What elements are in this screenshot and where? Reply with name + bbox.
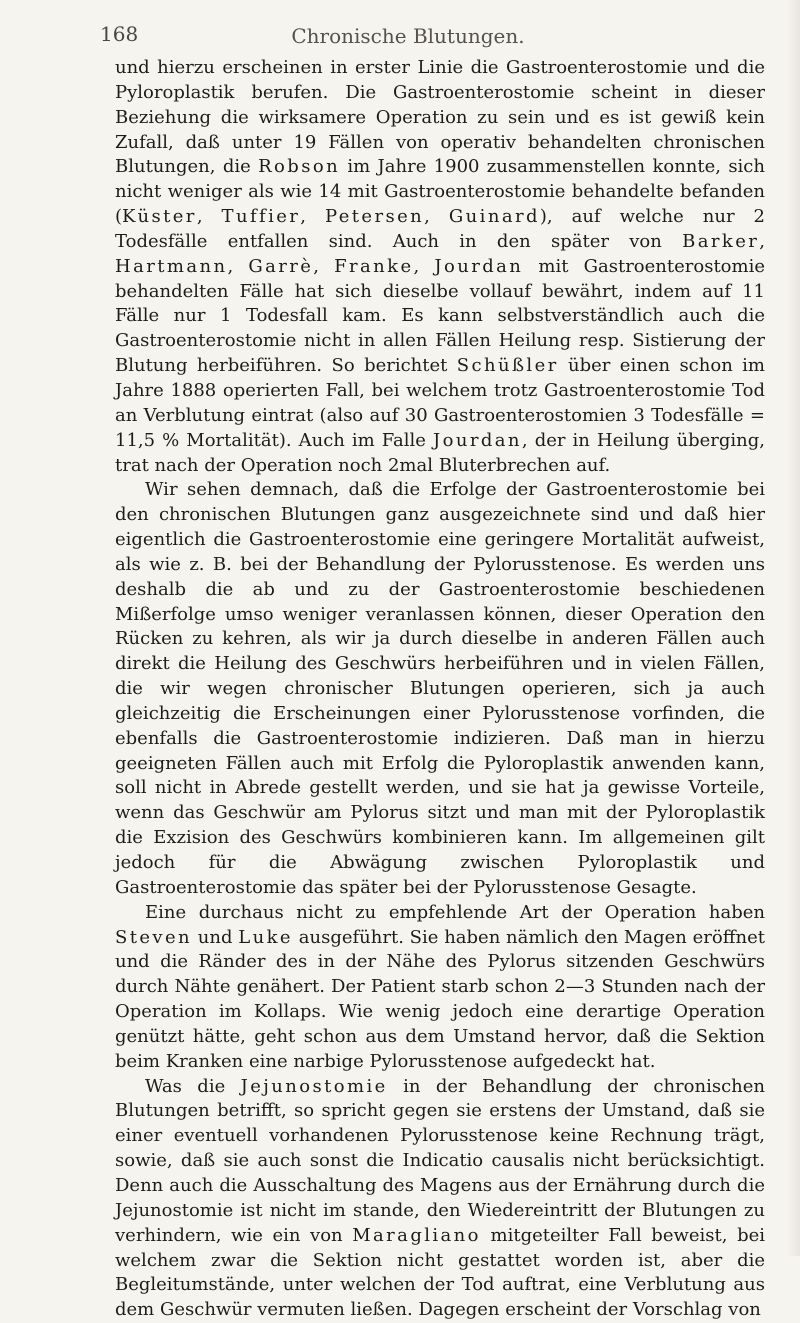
- spaced-name: Jourdan: [434, 255, 524, 277]
- spaced-name: Steven: [115, 926, 193, 948]
- spaced-name: Garrè: [248, 255, 314, 277]
- spaced-name: Jourdan: [433, 429, 522, 451]
- paragraph-2: Wir sehen demnach, daß die Erfolge der Gastroenterostomie bei den chronischen Blutungen ganz ausgezeichnete sind und daß hier eigentlich die Gastroenterostomie eine geringere Mortalität aufweist, als wie z. B. bei der Behandlung der Pylorusstenose. Es werden uns deshalb die ab und zu der Gastroenterostomie beschiedenen Mißerfolge umso weniger veranlassen können, dieser Operation den Rücken zu kehren, als wir ja durch dieselbe in anderen Fällen auch direkt die Heilung des Geschwürs herbeiführen und in vielen Fällen, die wir wegen chronischer Blutungen operieren, sich ja auch gleichzeitig die Erscheinungen einer Pylorusstenose vorfinden, die ebenfalls die Gastroenterostomie indizieren. Daß man in hierzu geeigneten Fällen auch mit Erfolg die Pyloroplastik anwenden kann, soll nicht in Abrede gestellt werden, und sie hat ja gewisse Vorteile, wenn das Geschwür am Pylorus sitzt und man mit der Pyloroplastik die Exzision des Geschwürs kombinieren kann. Im allgemeinen gilt jedoch für die Abwägung zwischen Pyloroplastik und Gastroenterostomie das später bei der Pylorusstenose Gesagte.: [115, 479, 765, 898]
- spaced-name: Luke: [238, 926, 293, 948]
- spaced-name: Maragliano: [352, 1224, 481, 1246]
- spaced-name: Schüßler: [456, 355, 559, 377]
- paragraph-3: Eine durchaus nicht zu empfehlende Art der Operation haben Steven und Luke ausgeführt. Sie haben nämlich den Magen eröffnet und die Ränder des in der Nähe des Pylorus sitzenden Geschwürs durch Nähte genähert. Der Patient starb schon 2—3 Stunden nach der Operation im Kollaps. Wie wenig jedoch eine derartige Operation genützt hätte, geht schon aus dem Umstand hervor, daß die Sektion beim Kranken eine narbige Pylorusstenose aufgedeckt hat.: [115, 901, 765, 1072]
- body-text: [115, 56, 765, 1323]
- spaced-name: Robson: [258, 156, 341, 178]
- spaced-name: Guinard: [448, 206, 540, 228]
- page-edge-shadow: [786, 0, 800, 1256]
- spaced-name: Tuffier: [221, 206, 301, 228]
- spaced-name: Petersen: [325, 206, 425, 228]
- paragraph-4: Was die Jejunostomie in der Behandlung der chronischen Blutungen betrifft, so spricht gegen sie erstens der Umstand, daß sie einer eventuell vorhandenen Pylorusstenose keine Rechnung trägt, sowie, daß sie auch sonst die Indicatio causalis nicht berücksichtigt. Denn auch die Ausschaltung des Magens aus der Ernährung durch die Jejunostomie ist nicht im stande, den Wiedereintritt der Blutungen zu verhindern, wie ein von Maragliano mitgeteilter Fall beweist, bei welchem zwar die Sektion nicht gestattet worden ist, aber die Begleitumstände, unter welchen der Tod auftrat, eine Verblutung aus dem Geschwür vermuten ließen. Dagegen erscheint der Vorschlag von: [115, 1075, 766, 1321]
- spaced-name: Küster: [122, 206, 197, 228]
- paragraph-1: und hierzu erscheinen in erster Linie die Gastroenterostomie und die Pyloroplastik berufen. Die Gastroenterostomie scheint in dieser Beziehung die wirksamere Operation zu sein und es ist gewiß kein Zufall, daß unter 19 Fällen von operativ behandelten chronischen Blutungen, die Robson im Jahre 1900 zusammenstellen konnte, sich nicht weniger als wie 14 mit Gastroenterostomie behandelte befanden (Küster, Tuffier, Petersen, Guinard), auf welche nur 2 Todesfälle entfallen sind. Auch in den später von Barker, Hartmann, Garrè, Franke, Jourdan mit Gastroenterostomie behandelten Fälle hat sich dieselbe vollauf bewährt, indem auf 11 Fälle nur 1 Todesfall kam. Es kann selbstverständlich auch die Gastroenterostomie nicht in allen Fällen Heilung resp. Sistierung der Blutung herbeiführen. So berichtet Schüßler über einen schon im Jahre 1888 operierten Fall, bei welchem trotz Gastroenterostomie Tod an Verblutung eintrat (also auf 30 Gastroenterostomien 3 Todesfälle = 11,5 % Mortalität). Auch im Falle Jourdan, der in Heilung überging, trat nach der Operation noch 2mal Bluterbrechen auf.: [115, 57, 766, 476]
- spaced-name: Jejunostomie: [240, 1075, 388, 1097]
- page-header: [88, 22, 728, 52]
- spaced-name: Barker: [682, 230, 760, 252]
- page-number: 168: [100, 22, 139, 46]
- spaced-name: Franke: [334, 255, 414, 277]
- running-title: Chronische Blutungen.: [291, 24, 525, 48]
- spaced-name: Hartmann: [115, 255, 228, 277]
